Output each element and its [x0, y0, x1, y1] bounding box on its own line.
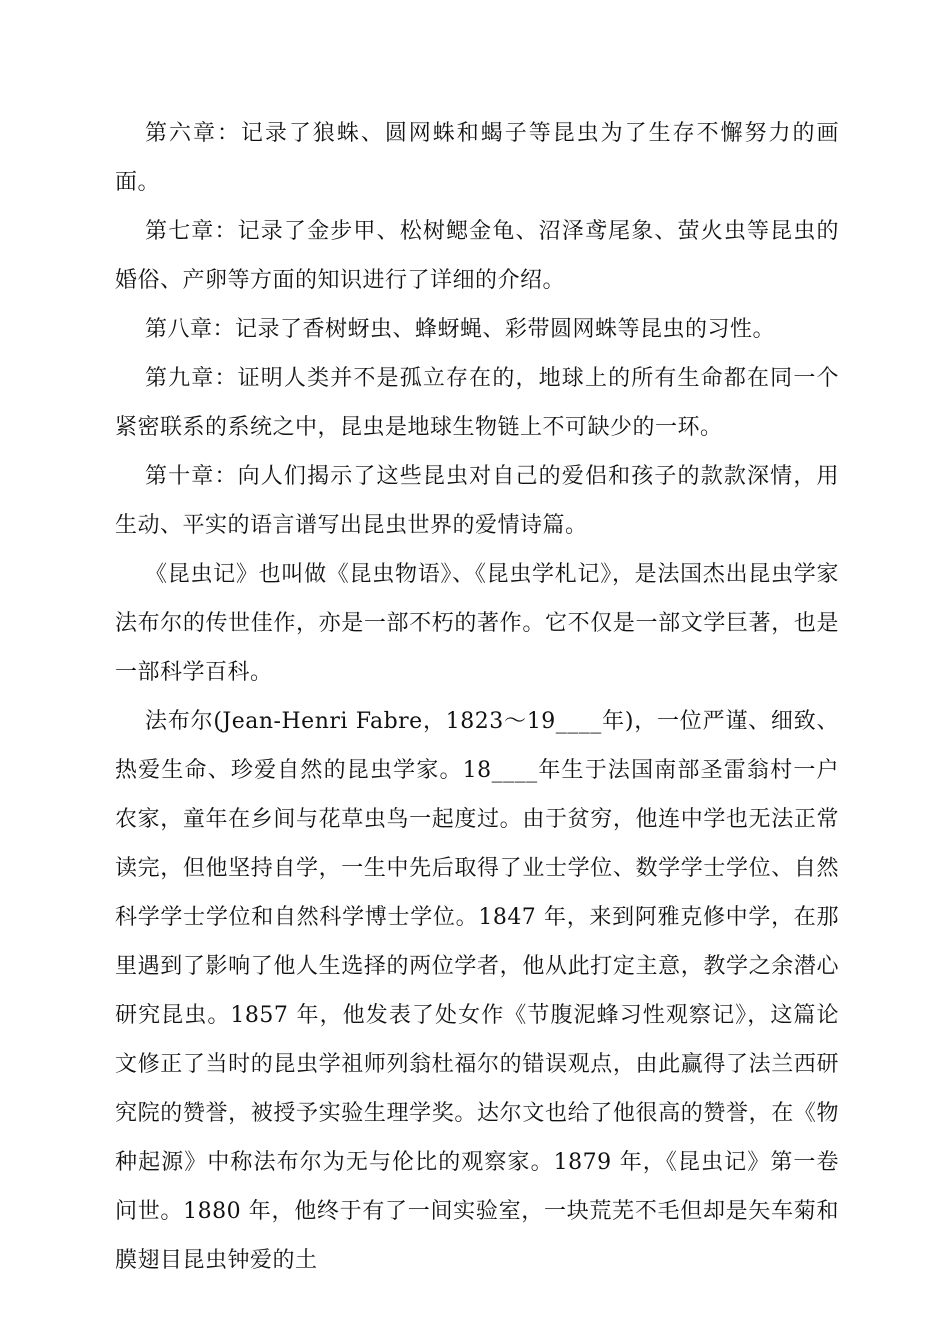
paragraph-author-bio: 法布尔(Jean-Henri Fabre，1823～19____年)，一位严谨、细致、热爱生命、珍爱自然的昆虫学家。18____年生于法国南部圣雷翁村一户农家，童年在乡间与花草虫鸟一起度过。由于贫穷，他连中学也无法正常读完，但他坚持自学，一生中先后取得了业士学位、数学学士学位、自然科学学士学位和自然科学博士学位。1847 年，来到阿雅克修中学，在那里遇到了影响了他人生选择的两位学者，他从此打定主意，教学之余潜心研究昆虫。1857 年，他发表了处女作《节腹泥蜂习性观察记》，这篇论文修正了当时的昆虫学祖师列翁杜福尔的错误观点，由此赢得了法兰西研究院的赞誉，被授予实验生理学奖。达尔文也给了他很高的赞誉，在《物种起源》中称法布尔为无与伦比的观察家。1879 年，《昆虫记》第一卷问世。1880 年，他终于有了一间实验室，一块荒芜不毛但却是矢车菊和膜翅目昆虫钟爱的土	[115, 709, 839, 1273]
paragraph-chapter-9: 第九章：证明人类并不是孤立存在的，地球上的所有生命都在同一个紧密联系的系统之中，昆虫是地球生物链上不可缺少的一环。	[115, 366, 839, 440]
paragraph-chapter-8: 第八章：记录了香树蚜虫、蜂蚜蝇、彩带圆网蛛等昆虫的习性。	[145, 317, 776, 342]
paragraph-chapter-7: 第七章：记录了金步甲、松树鳃金龟、沼泽鸢尾象、萤火虫等昆虫的婚俗、产卵等方面的知识进行了详细的介绍。	[115, 219, 839, 293]
paragraph-chapter-6: 第六章：记录了狼蛛、圆网蛛和蝎子等昆虫为了生存不懈努力的画面。	[115, 121, 839, 195]
document-page	[115, 109, 839, 1285]
paragraph-chapter-10: 第十章：向人们揭示了这些昆虫对自己的爱侣和孩子的款款深情，用生动、平实的语言谱写出昆虫世界的爱情诗篇。	[115, 464, 839, 538]
paragraph-book-intro: 《昆虫记》也叫做《昆虫物语》、《昆虫学札记》，是法国杰出昆虫学家法布尔的传世佳作，亦是一部不朽的著作。它不仅是一部文学巨著，也是一部科学百科。	[115, 562, 839, 685]
